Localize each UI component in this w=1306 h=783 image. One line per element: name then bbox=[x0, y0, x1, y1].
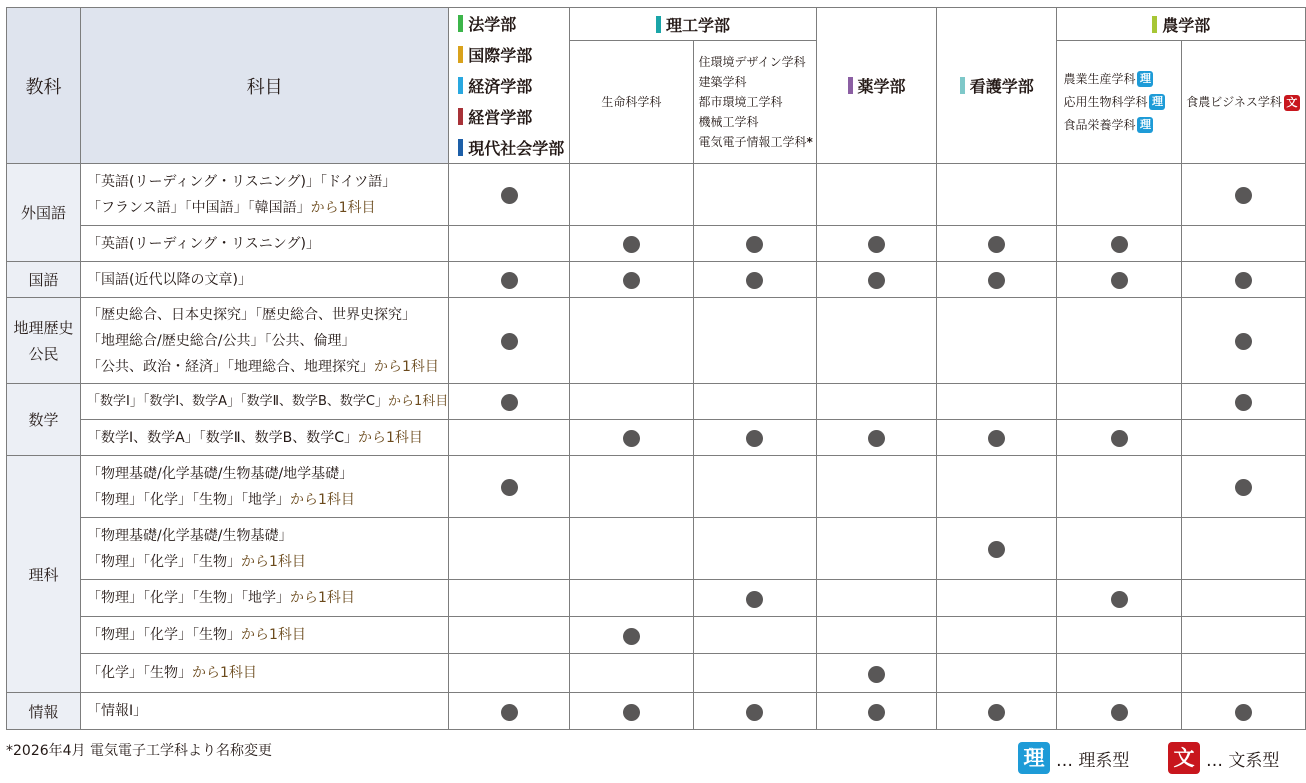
header-kango: 看護学部 bbox=[937, 8, 1057, 164]
dept-shokuno: 食農ビジネス学科 文 bbox=[1182, 41, 1306, 164]
bun-badge: 文 bbox=[1284, 95, 1300, 111]
dot bbox=[501, 272, 518, 289]
faculty-international: 国際学部 bbox=[458, 43, 569, 66]
dot bbox=[868, 236, 885, 253]
footnote: *2026年4月 電気電子工学科より名称変更 bbox=[6, 743, 272, 759]
dot bbox=[746, 236, 763, 253]
faculty-color-bar bbox=[656, 16, 661, 33]
subject-chireki: 地理歴史 公民 bbox=[7, 298, 81, 384]
dot bbox=[988, 272, 1005, 289]
ri-badge: 理 bbox=[1137, 117, 1153, 133]
item-text: 「化学」「生物」から1科目 bbox=[81, 654, 449, 693]
item-text: 「物理基礎/化学基礎/生物基礎/地学基礎」 「物理」「化学」「生物」「地学」から1科目 bbox=[81, 456, 449, 518]
subject-joho: 情報 bbox=[7, 693, 81, 730]
faculty-color-bar bbox=[458, 108, 463, 125]
item-text: 「英語(リーディング・リスニング)」「ドイツ語」 「フランス語」「中国語」「韓国語」から1科目 bbox=[81, 164, 449, 226]
dot bbox=[988, 430, 1005, 447]
table-row bbox=[7, 518, 1306, 580]
dot bbox=[1235, 394, 1252, 411]
dot bbox=[988, 236, 1005, 253]
dot bbox=[1111, 236, 1128, 253]
dot bbox=[501, 479, 518, 496]
subject-gaikokugo: 外国語 bbox=[7, 164, 81, 262]
faculty-color-bar bbox=[458, 77, 463, 94]
item-text: 「英語(リーディング・リスニング)」 bbox=[81, 226, 449, 262]
faculty-color-bar bbox=[848, 77, 853, 94]
ri-badge: 理 bbox=[1018, 742, 1050, 774]
dot bbox=[1235, 333, 1252, 350]
table-row bbox=[7, 298, 1306, 384]
dept-seimei: 生命科学科 bbox=[570, 41, 693, 164]
legend-ri bbox=[1018, 742, 1129, 774]
ri-badge: 理 bbox=[1137, 71, 1153, 87]
header-kyoka: 教科 bbox=[7, 8, 81, 164]
dept-riko-group: 住環境デザイン学科 建築学科 都市環境工学科 機械工学科 電気電子情報工学科* bbox=[693, 41, 816, 164]
faculty-color-bar bbox=[458, 46, 463, 63]
faculty-color-bar bbox=[1152, 16, 1157, 33]
dot bbox=[746, 430, 763, 447]
table-row bbox=[7, 654, 1306, 693]
header-group1 bbox=[449, 8, 570, 164]
header-riko: 理工学部 bbox=[570, 8, 817, 41]
item-text: 「国語(近代以降の文章)」 bbox=[81, 262, 449, 298]
dot bbox=[1111, 272, 1128, 289]
dot bbox=[868, 272, 885, 289]
table-row bbox=[7, 420, 1306, 456]
dot bbox=[623, 430, 640, 447]
dot bbox=[501, 333, 518, 350]
dept-nogaku-ri: 農業生産学科 理 応用生物科学科 理 食品栄養学科 理 bbox=[1057, 41, 1182, 164]
exam-subjects-table bbox=[6, 7, 1306, 730]
item-text: 「歴史総合、日本史探究」「歴史総合、世界史探究」 「地理総合/歴史総合/公共」「公共、倫理」 「公共、政治・経済」「地理総合、地理探究」から1科目 bbox=[81, 298, 449, 384]
legend-bun-text: … 文系型 bbox=[1206, 750, 1280, 771]
dot bbox=[623, 272, 640, 289]
ri-badge: 理 bbox=[1149, 94, 1165, 110]
table-row bbox=[7, 384, 1306, 420]
dot bbox=[623, 236, 640, 253]
faculty-color-bar bbox=[458, 139, 463, 156]
dot bbox=[501, 187, 518, 204]
dot bbox=[868, 666, 885, 683]
subject-sugaku: 数学 bbox=[7, 384, 81, 456]
item-text: 「数学Ⅰ」「数学Ⅰ、数学A」「数学Ⅱ、数学B、数学C」から1科目 bbox=[81, 384, 449, 420]
header-yaku: 薬学部 bbox=[816, 8, 936, 164]
item-text: 「物理」「化学」「生物」「地学」から1科目 bbox=[81, 580, 449, 617]
dot bbox=[988, 704, 1005, 721]
dot bbox=[746, 704, 763, 721]
dot bbox=[1235, 704, 1252, 721]
faculty-law: 法学部 bbox=[458, 12, 569, 35]
dot bbox=[1235, 187, 1252, 204]
item-text: 「数学Ⅰ、数学A」「数学Ⅱ、数学B、数学C」から1科目 bbox=[81, 420, 449, 456]
table-row bbox=[7, 693, 1306, 730]
dot bbox=[1111, 591, 1128, 608]
item-text: 「物理基礎/化学基礎/生物基礎」 「物理」「化学」「生物」から1科目 bbox=[81, 518, 449, 580]
faculty-business: 経営学部 bbox=[458, 105, 569, 128]
item-text: 「情報Ⅰ」 bbox=[81, 693, 449, 730]
legend-ri-text: … 理系型 bbox=[1056, 750, 1130, 771]
dot bbox=[1235, 272, 1252, 289]
dot bbox=[623, 628, 640, 645]
table-row bbox=[7, 226, 1306, 262]
faculty-economics: 経済学部 bbox=[458, 74, 569, 97]
dot bbox=[868, 704, 885, 721]
subject-rika: 理科 bbox=[7, 456, 81, 693]
dot bbox=[1235, 479, 1252, 496]
dot bbox=[501, 394, 518, 411]
dot bbox=[1111, 704, 1128, 721]
faculty-social: 現代社会学部 bbox=[458, 136, 569, 159]
faculty-color-bar bbox=[458, 15, 463, 32]
header-kamoku: 科目 bbox=[81, 8, 449, 164]
item-text: 「物理」「化学」「生物」から1科目 bbox=[81, 617, 449, 654]
subject-kokugo: 国語 bbox=[7, 262, 81, 298]
dot bbox=[623, 704, 640, 721]
bun-badge: 文 bbox=[1168, 742, 1200, 774]
table-row bbox=[7, 580, 1306, 617]
dot bbox=[501, 704, 518, 721]
table-row bbox=[7, 617, 1306, 654]
table-row bbox=[7, 262, 1306, 298]
table-row bbox=[7, 456, 1306, 518]
legend-bun bbox=[1168, 742, 1279, 774]
dot bbox=[988, 541, 1005, 558]
dot bbox=[868, 430, 885, 447]
dot bbox=[746, 272, 763, 289]
table-row bbox=[7, 164, 1306, 226]
dot bbox=[1111, 430, 1128, 447]
header-nogaku: 農学部 bbox=[1057, 8, 1306, 41]
dot bbox=[746, 591, 763, 608]
faculty-color-bar bbox=[960, 77, 965, 94]
